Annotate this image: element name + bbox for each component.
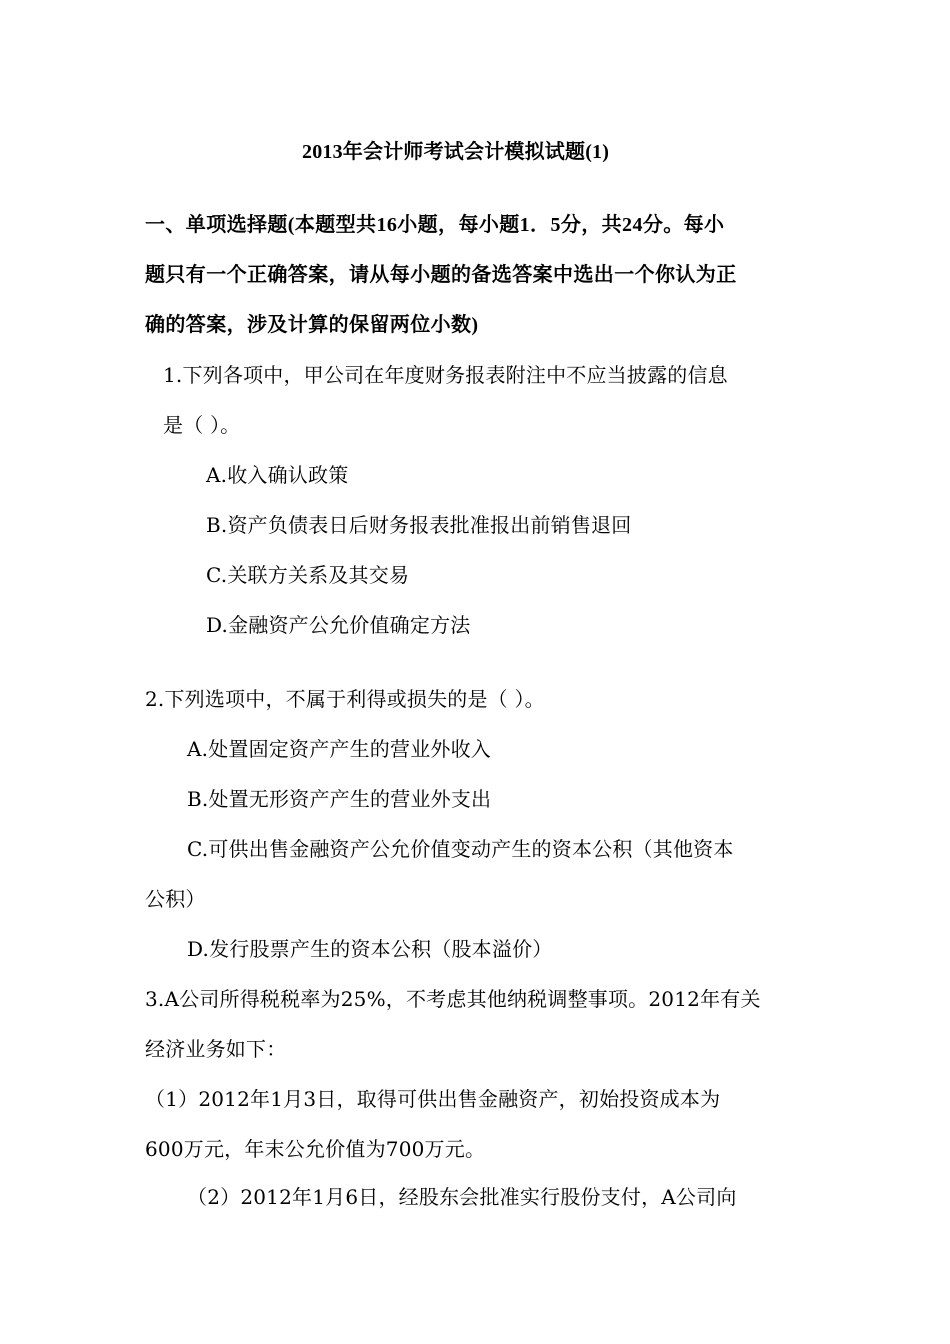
question-1-option-b: B.资产负债表日后财务报表批准报出前销售退回 [206, 513, 632, 537]
question-1-option-a: A.收入确认政策 [206, 463, 349, 487]
question-2-option-c-line-1: C.可供出售金融资产公允价值变动产生的资本公积（其他资本 [187, 837, 734, 861]
section-heading-line-2: 题只有一个正确答案，请从每小题的备选答案中选出一个你认为正 [145, 264, 737, 286]
question-3-stem-line-1: 3.A公司所得税税率为25%，不考虑其他纳税调整事项。2012年有关 [145, 987, 761, 1011]
question-1-option-d: D.金融资产公允价值确定方法 [206, 613, 471, 637]
question-2-option-a: A.处置固定资产产生的营业外收入 [187, 737, 492, 761]
question-1-stem-line-1: 1.下列各项中，甲公司在年度财务报表附注中不应当披露的信息 [163, 363, 728, 387]
page-title: 2013年会计师考试会计模拟试题(1) [302, 141, 610, 163]
question-2-option-b: B.处置无形资产产生的营业外支出 [187, 787, 492, 811]
question-2-option-c-line-2: 公积） [145, 887, 206, 911]
question-2-stem: 2.下列选项中，不属于利得或损失的是（ ）。 [145, 687, 545, 711]
question-3-item-2-line-1: （2）2012年1月6日，经股东会批准实行股份支付，A公司向 [187, 1185, 737, 1209]
question-1-stem-line-2: 是（ ）。 [163, 413, 241, 437]
section-heading-line-1: 一、单项选择题(本题型共16小题，每小题1．5分，共24分。每小 [145, 214, 725, 236]
section-heading-line-3: 确的答案，涉及计算的保留两位小数) [145, 314, 479, 336]
question-3-stem-line-2: 经济业务如下： [145, 1037, 287, 1061]
question-3-item-1-line-2: 600万元，年末公允价值为700万元。 [145, 1137, 486, 1161]
question-2-option-d: D.发行股票产生的资本公积（股本溢价） [187, 937, 553, 961]
question-1-option-c: C.关联方关系及其交易 [206, 563, 410, 587]
question-3-item-1-line-1: （1）2012年1月3日，取得可供出售金融资产，初始投资成本为 [145, 1087, 721, 1111]
